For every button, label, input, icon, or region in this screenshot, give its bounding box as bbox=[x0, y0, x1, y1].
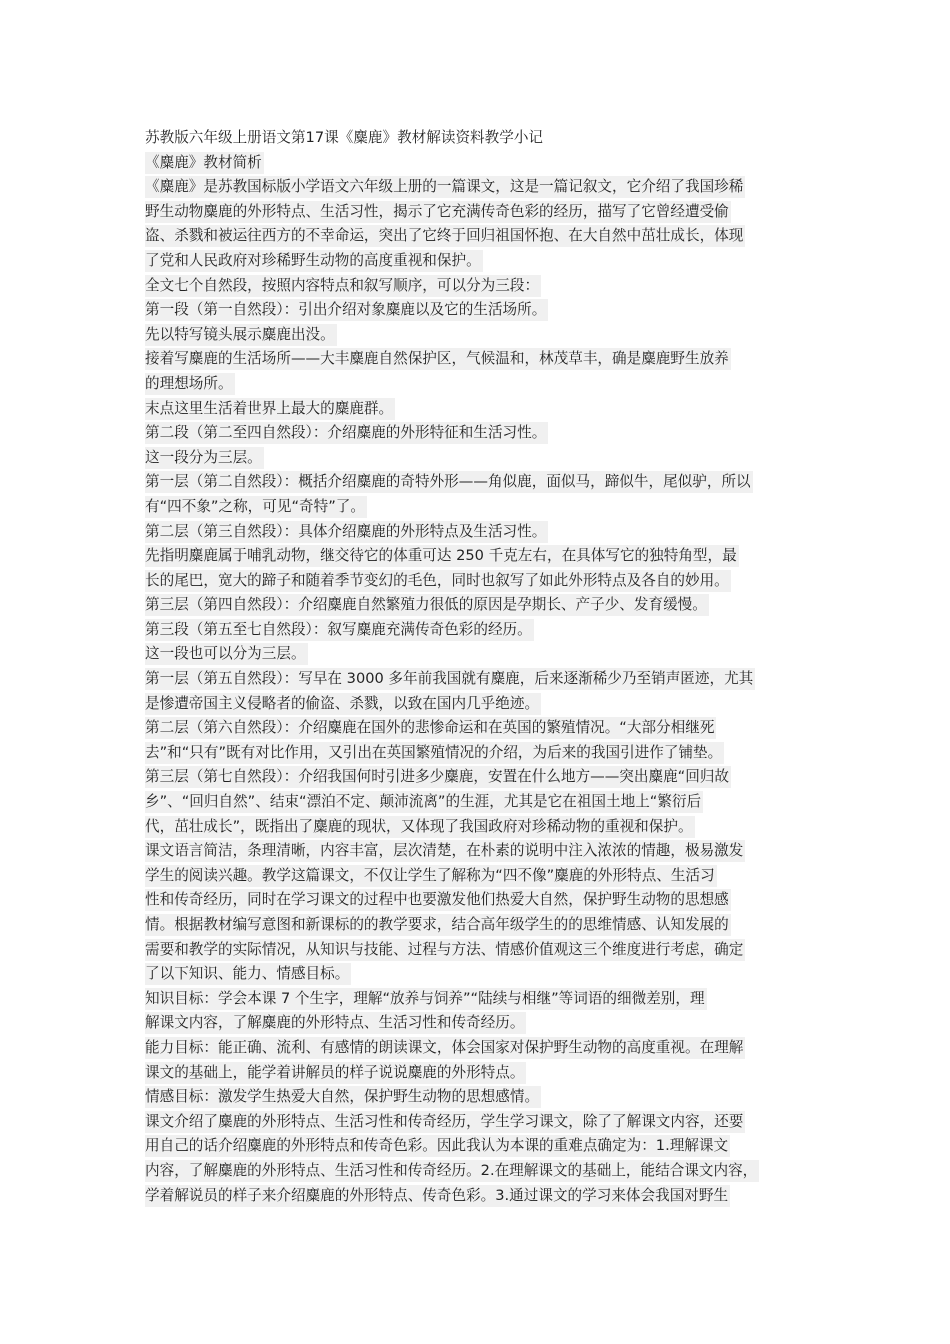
text-line bbox=[145, 839, 815, 864]
text-line-content: 第二层（第六自然段）：介绍麋鹿在国外的悲惨命运和在英国的繁殖情况。“大部分相继死 bbox=[145, 717, 716, 739]
text-line bbox=[145, 274, 815, 299]
text-line-content: 性和传奇经历，同时在学习课文的过程中也要激发他们热爱大自然，保护野生动物的思想感 bbox=[145, 889, 731, 911]
text-line-content: 全文七个自然段，按照内容特点和叙写顺序，可以分为三段： bbox=[145, 275, 541, 297]
text-line-content: 第一层（第五自然段）：写早在 3000 多年前我国就有麋鹿，后来逐渐稀少乃至销声匿迹，尤其 bbox=[145, 668, 755, 690]
text-line bbox=[145, 495, 815, 520]
text-line bbox=[145, 1061, 815, 1086]
text-line-content: 长的尾巴，宽大的蹄子和随着季节变幻的毛色，同时也叙写了如此外形特点及各自的妙用。 bbox=[145, 570, 731, 592]
text-line bbox=[145, 962, 815, 987]
text-line bbox=[145, 642, 815, 667]
text-line-content: 这一段也可以分为三层。 bbox=[145, 643, 308, 665]
text-line bbox=[145, 323, 815, 348]
text-line bbox=[145, 864, 815, 889]
text-line bbox=[145, 470, 815, 495]
text-line bbox=[145, 790, 815, 815]
text-line-content: 野生动物麋鹿的外形特点、生活习性，揭示了它充满传奇色彩的经历，描写了它曾经遭受偷 bbox=[145, 201, 731, 223]
text-line bbox=[145, 200, 815, 225]
text-line-content: 第三层（第四自然段）：介绍麋鹿自然繁殖力很低的原因是孕期长、产子少、发育缓慢。 bbox=[145, 594, 709, 616]
document-title: 苏教版六年级上册语文第17课《麋鹿》教材解读资料教学小记 bbox=[145, 129, 544, 146]
text-line bbox=[145, 1184, 815, 1209]
text-line-content: 接着写麋鹿的生活场所——大丰麋鹿自然保护区，气候温和，林茂草丰，确是麋鹿野生放养 bbox=[145, 348, 731, 370]
text-line bbox=[145, 569, 815, 594]
text-line bbox=[145, 175, 815, 200]
text-line-content: 《麋鹿》教材简析 bbox=[145, 152, 264, 174]
text-line bbox=[145, 421, 815, 446]
text-line-content: 有“四不象”之称，可见“奇特”了。 bbox=[145, 496, 367, 518]
text-line-content: 盗、杀戮和被运往西方的不幸命运，突出了它终于回归祖国怀抱、在大自然中茁壮成长，体现 bbox=[145, 225, 745, 247]
text-line bbox=[145, 618, 815, 643]
text-line bbox=[145, 151, 815, 176]
text-line-content: 课文的基础上，能学着讲解员的样子说说麋鹿的外形特点。 bbox=[145, 1062, 526, 1084]
text-line bbox=[145, 938, 815, 963]
text-line bbox=[145, 544, 815, 569]
text-line bbox=[145, 765, 815, 790]
text-line-content: 是惨遭帝国主义侵略者的偷盗、杀戮，以致在国内几乎绝迹。 bbox=[145, 693, 541, 715]
text-line-content: 先指明麋鹿属于哺乳动物，继交待它的体重可达 250 千克左右，在具体写它的独特角型，最 bbox=[145, 545, 739, 567]
text-line-content: 课文语言简洁，条理清晰，内容丰富，层次清楚，在朴素的说明中注入浓浓的情趣，极易激发 bbox=[145, 840, 745, 862]
text-line bbox=[145, 913, 815, 938]
text-line-content: 乡”、“回归自然”、结束“漂泊不定、颠沛流离”的生涯，尤其是它在祖国土地上“繁衍后 bbox=[145, 791, 703, 813]
text-line-content: 了党和人民政府对珍稀野生动物的高度重视和保护。 bbox=[145, 250, 483, 272]
text-line-content: 学着解说员的样子来介绍麋鹿的外形特点、传奇色彩。3.通过课文的学习来体会我国对野生 bbox=[145, 1185, 730, 1207]
text-line bbox=[145, 249, 815, 274]
text-line bbox=[145, 741, 815, 766]
text-line bbox=[145, 1085, 815, 1110]
text-line-content: 解课文内容，了解麋鹿的外形特点、生活习性和传奇经历。 bbox=[145, 1012, 526, 1034]
text-line-content: 的理想场所。 bbox=[145, 373, 235, 395]
text-line-content: 先以特写镜头展示麋鹿出没。 bbox=[145, 324, 337, 346]
text-line bbox=[145, 347, 815, 372]
text-line bbox=[145, 1159, 815, 1184]
document-body bbox=[145, 126, 815, 1208]
text-line bbox=[145, 372, 815, 397]
text-line-content: 第三层（第七自然段）：介绍我国何时引进多少麋鹿，安置在什么地方——突出麋鹿“回归故 bbox=[145, 766, 731, 788]
text-line bbox=[145, 1134, 815, 1159]
text-line-content: 去”和“只有”既有对比作用，又引出在英国繁殖情况的介绍，为后来的我国引进作了铺垫。 bbox=[145, 742, 724, 764]
text-line-content: 能力目标：能正确、流利、有感情的朗读课文，体会国家对保护野生动物的高度重视。在理解 bbox=[145, 1037, 745, 1059]
text-line bbox=[145, 520, 815, 545]
text-line bbox=[145, 888, 815, 913]
text-line bbox=[145, 1110, 815, 1135]
text-line-content: 这一段分为三层。 bbox=[145, 447, 264, 469]
text-line-content: 情。根据教材编写意图和新课标的的教学要求，结合高年级学生的的思维情感、认知发展的 bbox=[145, 914, 731, 936]
text-line bbox=[145, 1036, 815, 1061]
text-line-content: 末点这里生活着世界上最大的麋鹿群。 bbox=[145, 398, 395, 420]
text-line bbox=[145, 987, 815, 1012]
text-line-content: 了以下知识、能力、情感目标。 bbox=[145, 963, 351, 985]
text-line bbox=[145, 1011, 815, 1036]
text-line-content: 需要和教学的实际情况，从知识与技能、过程与方法、情感价值观这三个维度进行考虑，确定 bbox=[145, 939, 745, 961]
text-line-content: 学生的阅读兴趣。教学这篇课文，不仅让学生了解称为“四不像”麋鹿的外形特点、生活习 bbox=[145, 865, 717, 887]
text-line-content: 课文介绍了麋鹿的外形特点、生活习性和传奇经历，学生学习课文，除了了解课文内容，还要 bbox=[145, 1111, 745, 1133]
text-line bbox=[145, 593, 815, 618]
text-line bbox=[145, 716, 815, 741]
text-line bbox=[145, 692, 815, 717]
text-line bbox=[145, 224, 815, 249]
text-line-content: 情感目标：激发学生热爱大自然，保护野生动物的思想感情。 bbox=[145, 1086, 541, 1108]
text-line bbox=[145, 397, 815, 422]
text-line-content: 知识目标：学会本课 7 个生字，理解“放养与饲养”“陆续与相继”等词语的细微差别，理 bbox=[145, 988, 707, 1010]
text-line bbox=[145, 298, 815, 323]
text-line-content: 第二层（第三自然段）：具体介绍麋鹿的外形特点及生活习性。 bbox=[145, 521, 548, 543]
text-line-content: 第一层（第二自然段）：概括介绍麋鹿的奇特外形——角似鹿，面似马，蹄似牛，尾似驴，所以 bbox=[145, 471, 753, 493]
text-line-content: 用自己的话介绍麋鹿的外形特点和传奇色彩。因此我认为本课的重难点确定为：1.理解课文 bbox=[145, 1135, 730, 1157]
text-line-content: 内容，了解麋鹿的外形特点、生活习性和传奇经历。2.在理解课文的基础上，能结合课文内容， bbox=[145, 1160, 759, 1182]
text-line bbox=[145, 815, 815, 840]
text-line bbox=[145, 446, 815, 471]
text-line-content: 代，茁壮成长”，既指出了麋鹿的现状，又体现了我国政府对珍稀动物的重视和保护。 bbox=[145, 816, 695, 838]
text-line-content: 第二段（第二至四自然段）：介绍麋鹿的外形特征和生活习性。 bbox=[145, 422, 548, 444]
text-line-content: 第一段（第一自然段）：引出介绍对象麋鹿以及它的生活场所。 bbox=[145, 299, 548, 321]
text-line-content: 《麋鹿》是苏教国标版小学语文六年级上册的一篇课文，这是一篇记叙文，它介绍了我国珍稀 bbox=[145, 176, 745, 198]
text-line-content: 第三段（第五至七自然段）：叙写麋鹿充满传奇色彩的经历。 bbox=[145, 619, 534, 641]
text-line bbox=[145, 667, 815, 692]
